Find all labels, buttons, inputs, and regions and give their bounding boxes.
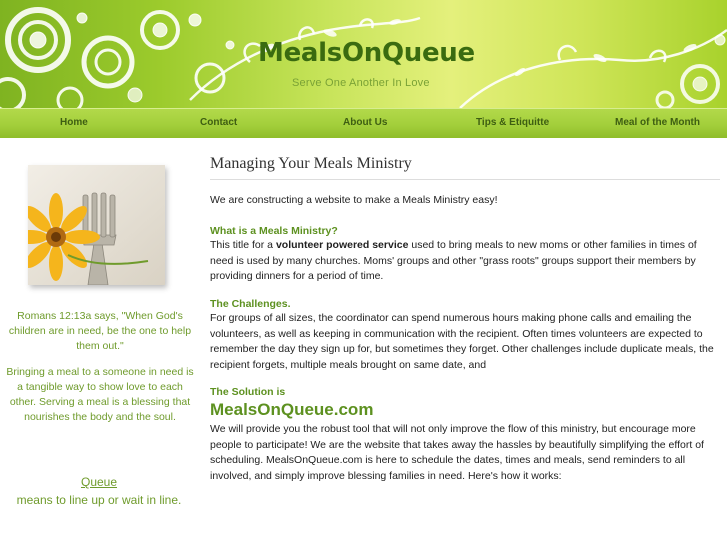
sidebar	[0, 138, 200, 545]
site-header	[0, 0, 727, 108]
nav-item-home[interactable]: Home	[60, 117, 88, 128]
what-is-paragraph	[210, 238, 715, 285]
challenges-paragraph: For groups of all sizes, the coordinator can spend numerous hours making phone calls and emailing the volunteers, as well as keeping in communication with the recipient. Often times volunteers are expected to remember the day they sign up for, but sometimes they forget. Other challenges include duplicate meals, the recipient forgets, multiple meals brought on same date, and	[210, 312, 714, 371]
nav-item-about-us[interactable]: About Us	[343, 117, 388, 128]
what-is-text-2: used to bring meals to new moms or other families in times of need is used by many churches. Moms' groups and other "grass roots" groups support their members by providing dinners for a period of time.	[210, 239, 697, 282]
main-navigation	[0, 108, 727, 138]
solution-domain: MealsOnQueue.com	[210, 400, 374, 419]
fork-and-flower-photo	[28, 165, 165, 285]
fork-flower-image	[28, 165, 165, 285]
queue-link[interactable]: Queue	[80, 475, 118, 489]
nav-item-meal-of-the-month[interactable]: Meal of the Month	[615, 117, 700, 128]
what-is-text-1: This title for a	[210, 239, 276, 251]
challenges-heading: The Challenges.	[210, 298, 291, 310]
site-tagline: Serve One Another In Love	[292, 77, 430, 89]
page-title: Managing Your Meals Ministry	[210, 155, 412, 172]
nav-item-tips-etiquette[interactable]: Tips & Etiquitte	[476, 117, 550, 128]
title-divider	[210, 179, 720, 180]
scripture-verse: Romans 12:13a says, "When God's children are in need, be the one to help them out."	[8, 310, 192, 352]
what-is-heading: What is a Meals Ministry?	[210, 225, 338, 237]
queue-definition: means to line up or wait in line.	[16, 493, 182, 507]
blessing-text: Bringing a meal to a someone in need is a tangible way to show love to each other. Serving a meal is a blessing that nourishes the body and the soul.	[6, 366, 194, 423]
intro-text: We are constructing a website to make a Meals Ministry easy!	[210, 194, 498, 206]
solution-paragraph: We will provide you the robust tool that will not only improve the flow of this ministry, but encourage more people to participate! We are the website that takes away the hassles by beautifully simplifying the effort of scheduling. MealsOnQueue.com is here to schedule the dates, times and meals, send reminders to all involved, and simply improve blessing families in need. Here's how it works:	[210, 423, 704, 482]
solution-heading: The Solution is	[210, 386, 286, 398]
nav-item-contact[interactable]: Contact	[200, 117, 238, 128]
site-title[interactable]: MealsOnQueue	[258, 38, 475, 68]
what-is-bold-text: volunteer powered service	[275, 239, 409, 251]
